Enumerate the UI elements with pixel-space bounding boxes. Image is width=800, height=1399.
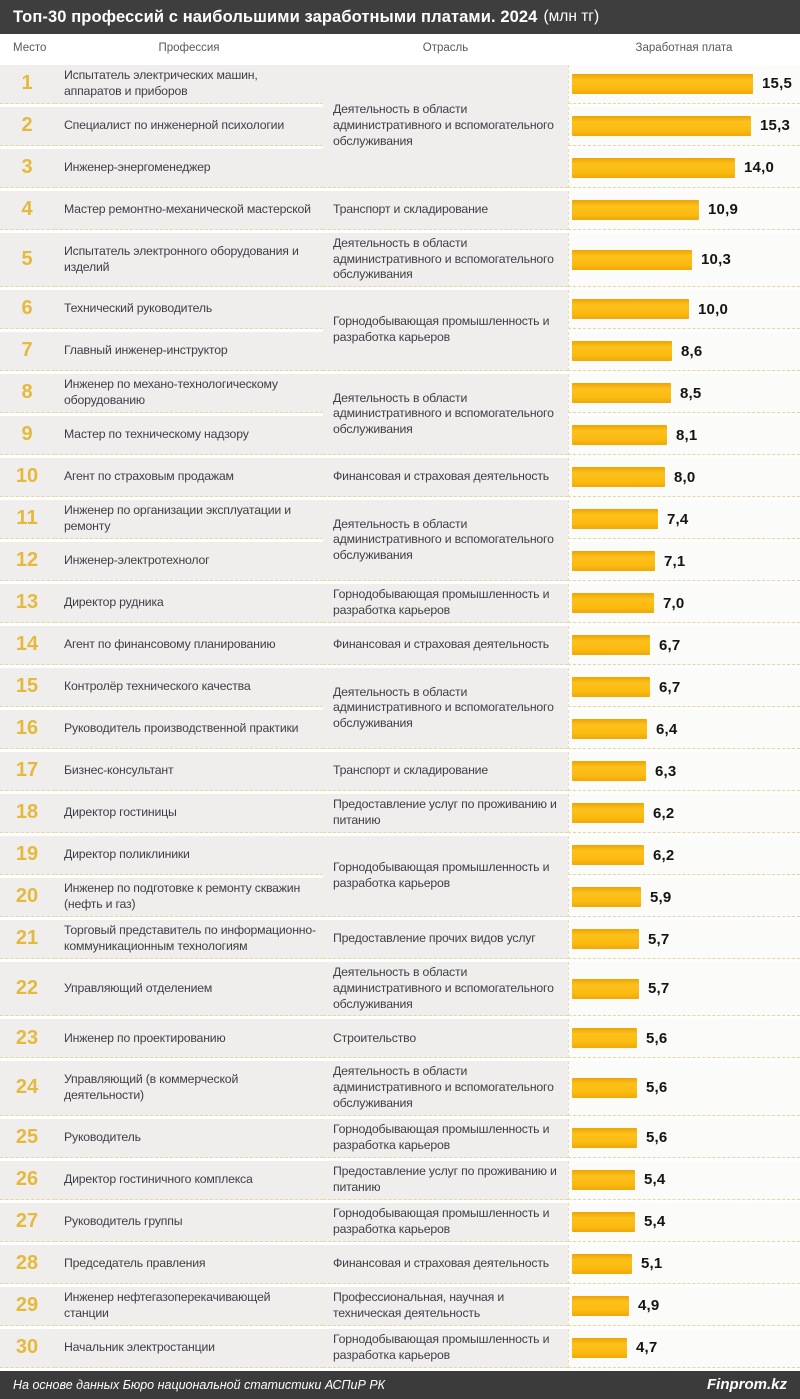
profession-cell: Директор гостиничного комплекса	[55, 1161, 323, 1200]
salary-value: 8,0	[674, 468, 696, 486]
profession-cell: Инженер-электротехнолог	[55, 542, 323, 581]
rank-cell: 5	[0, 233, 55, 287]
salary-cell	[568, 290, 800, 329]
industry-cell: Деятельность в области административного и вспомогательного обслуживания	[323, 65, 568, 188]
title-unit: (млн тг)	[543, 8, 600, 25]
salary-bar-wrap	[572, 1170, 800, 1190]
salary-value: 15,5	[762, 75, 792, 93]
salary-value: 7,1	[664, 552, 686, 570]
salary-cell	[568, 920, 800, 959]
industry-cell: Транспорт и складирование	[323, 191, 568, 230]
table-row	[0, 1019, 800, 1058]
rank-cell: 24	[0, 1061, 55, 1115]
table-row	[0, 626, 800, 665]
table-row	[0, 920, 800, 959]
salary-table-area	[0, 62, 800, 1371]
profession-cell: Главный инженер-инструктор	[55, 332, 323, 371]
rank-cell: 12	[0, 542, 55, 581]
salary-cell	[568, 191, 800, 230]
table-row	[0, 458, 800, 497]
profession-cell: Управляющий (в коммерческой деятельности)	[55, 1061, 323, 1115]
rank-cell: 26	[0, 1161, 55, 1200]
salary-cell	[568, 710, 800, 749]
salary-cell	[568, 836, 800, 875]
salary-bar	[572, 803, 644, 823]
salary-value: 5,9	[650, 888, 672, 906]
salary-cell	[568, 752, 800, 791]
salary-cell	[568, 107, 800, 146]
industry-cell: Финансовая и страховая деятельность	[323, 626, 568, 665]
salary-cell	[568, 65, 800, 104]
profession-cell: Контролёр технического качества	[55, 668, 323, 707]
salary-bar	[572, 1128, 637, 1148]
salary-cell	[568, 626, 800, 665]
profession-cell: Испытатель электронного оборудования и изделий	[55, 233, 323, 287]
rank-cell: 3	[0, 149, 55, 188]
salary-value: 10,9	[708, 201, 738, 219]
salary-bar-wrap	[572, 803, 800, 823]
footer-bar	[0, 1371, 800, 1399]
table-row	[0, 794, 800, 833]
salary-bar-wrap	[572, 1338, 800, 1358]
title-bar	[0, 0, 800, 34]
salary-value: 8,1	[676, 426, 698, 444]
salary-bar	[572, 979, 639, 999]
salary-cell	[568, 149, 800, 188]
profession-cell: Управляющий отделением	[55, 962, 323, 1016]
table-row	[0, 836, 800, 875]
table-row	[0, 1161, 800, 1200]
salary-bar	[572, 551, 655, 571]
table-row	[0, 1245, 800, 1284]
profession-cell: Инженер по подготовке к ремонту скважин (нефть и газ)	[55, 878, 323, 917]
profession-cell: Мастер по техническому надзору	[55, 416, 323, 455]
rank-cell: 22	[0, 962, 55, 1016]
salary-value: 4,7	[636, 1339, 658, 1357]
profession-cell: Мастер ремонтно-механической мастерской	[55, 191, 323, 230]
page-title: Топ-30 профессий с наибольшими заработными платами. 2024	[13, 7, 538, 26]
industry-cell: Деятельность в области административного и вспомогательного обслуживания	[323, 962, 568, 1016]
rank-cell: 17	[0, 752, 55, 791]
salary-cell	[568, 1161, 800, 1200]
profession-cell: Инженер по механо-технологическому оборудованию	[55, 374, 323, 413]
industry-cell: Горнодобывающая промышленность и разработка карьеров	[323, 1119, 568, 1158]
salary-value: 5,7	[648, 930, 670, 948]
rank-cell: 20	[0, 878, 55, 917]
salary-bar	[572, 509, 658, 529]
profession-cell: Инженер нефтегазоперекачивающей станции	[55, 1287, 323, 1326]
salary-bar	[572, 299, 689, 319]
salary-value: 6,2	[653, 804, 675, 822]
salary-bar	[572, 425, 667, 445]
salary-bar	[572, 887, 641, 907]
salary-bar-wrap	[572, 509, 800, 529]
industry-cell: Предоставление услуг по проживанию и питанию	[323, 1161, 568, 1200]
salary-bar-wrap	[572, 1128, 800, 1148]
industry-cell: Финансовая и страховая деятельность	[323, 458, 568, 497]
salary-bar	[572, 1170, 635, 1190]
column-header-rank: Место	[13, 42, 47, 54]
salary-bar	[572, 1212, 635, 1232]
table-row	[0, 962, 800, 1016]
profession-cell: Директор рудника	[55, 584, 323, 623]
table-row	[0, 1119, 800, 1158]
rank-cell: 15	[0, 668, 55, 707]
salary-bar	[572, 116, 751, 136]
profession-cell: Инженер-энергоменеджер	[55, 149, 323, 188]
table-row	[0, 1329, 800, 1368]
salary-bar-wrap	[572, 1212, 800, 1232]
salary-bar-wrap	[572, 425, 800, 445]
salary-bar	[572, 635, 650, 655]
industry-cell: Деятельность в области административного и вспомогательного обслуживания	[323, 233, 568, 287]
industry-cell: Деятельность в области административного и вспомогательного обслуживания	[323, 374, 568, 455]
industry-cell: Деятельность в области административного и вспомогательного обслуживания	[323, 1061, 568, 1115]
salary-cell	[568, 542, 800, 581]
salary-value: 5,6	[646, 1079, 668, 1097]
salary-cell	[568, 458, 800, 497]
industry-cell: Горнодобывающая промышленность и разработка карьеров	[323, 584, 568, 623]
salary-bar	[572, 1078, 637, 1098]
salary-cell	[568, 416, 800, 455]
salary-cell	[568, 878, 800, 917]
salary-value: 6,2	[653, 846, 675, 864]
salary-bar	[572, 845, 644, 865]
salary-bar	[572, 593, 654, 613]
salary-bar	[572, 1338, 627, 1358]
profession-cell: Руководитель	[55, 1119, 323, 1158]
profession-cell: Директор гостиницы	[55, 794, 323, 833]
rank-cell: 19	[0, 836, 55, 875]
salary-value: 6,7	[659, 678, 681, 696]
salary-bar	[572, 200, 699, 220]
salary-bar	[572, 929, 639, 949]
salary-bar	[572, 1296, 629, 1316]
table-row	[0, 290, 800, 329]
table-row	[0, 500, 800, 539]
brand-logo: Finprom.kz	[706, 1376, 787, 1394]
salary-value: 7,4	[667, 510, 689, 528]
salary-bar	[572, 761, 646, 781]
salary-bar-wrap	[572, 383, 800, 403]
rank-cell: 30	[0, 1329, 55, 1368]
salary-bar-wrap	[572, 551, 800, 571]
rank-cell: 1	[0, 65, 55, 104]
industry-cell: Предоставление услуг по проживанию и питанию	[323, 794, 568, 833]
rank-cell: 14	[0, 626, 55, 665]
profession-cell: Специалист по инженерной психологии	[55, 107, 323, 146]
profession-cell: Торговый представитель по информационно-коммуникационным технологиям	[55, 920, 323, 959]
salary-value: 6,7	[659, 636, 681, 654]
profession-cell: Руководитель производственной практики	[55, 710, 323, 749]
salary-bar-wrap	[572, 1028, 800, 1048]
salary-value: 4,9	[638, 1297, 660, 1315]
profession-cell: Агент по финансовому планированию	[55, 626, 323, 665]
salary-bar	[572, 467, 665, 487]
salary-cell	[568, 1119, 800, 1158]
salary-bar-wrap	[572, 250, 800, 270]
profession-cell: Председатель правления	[55, 1245, 323, 1284]
salary-cell	[568, 962, 800, 1016]
salary-bar-wrap	[572, 1078, 800, 1098]
salary-value: 7,0	[663, 594, 685, 612]
salary-bar	[572, 1028, 637, 1048]
salary-bar-wrap	[572, 341, 800, 361]
industry-cell: Строительство	[323, 1019, 568, 1058]
industry-cell: Горнодобывающая промышленность и разработка карьеров	[323, 290, 568, 371]
profession-cell: Бизнес-консультант	[55, 752, 323, 791]
rank-cell: 23	[0, 1019, 55, 1058]
salary-bar-wrap	[572, 719, 800, 739]
salary-value: 6,4	[656, 720, 678, 738]
rank-cell: 6	[0, 290, 55, 329]
rank-cell: 4	[0, 191, 55, 230]
rank-cell: 7	[0, 332, 55, 371]
rank-cell: 2	[0, 107, 55, 146]
rank-cell: 11	[0, 500, 55, 539]
industry-cell: Предоставление прочих видов услуг	[323, 920, 568, 959]
industry-cell: Транспорт и складирование	[323, 752, 568, 791]
salary-cell	[568, 1203, 800, 1242]
salary-value: 5,6	[646, 1029, 668, 1047]
salary-value: 5,4	[644, 1213, 666, 1231]
salary-cell	[568, 332, 800, 371]
salary-value: 14,0	[744, 159, 774, 177]
salary-bar-wrap	[572, 979, 800, 999]
salary-bar	[572, 719, 647, 739]
salary-value: 5,6	[646, 1129, 668, 1147]
salary-value: 15,3	[760, 117, 790, 135]
salary-bar-wrap	[572, 845, 800, 865]
column-header-industry: Отрасль	[422, 42, 469, 54]
industry-cell: Деятельность в области административного и вспомогательного обслуживания	[323, 500, 568, 581]
source-note: На основе данных Бюро национальной статистики АСПиР РК	[13, 1377, 386, 1392]
profession-cell: Испытатель электрических машин, аппаратов и приборов	[55, 65, 323, 104]
table-row	[0, 191, 800, 230]
salary-value: 10,3	[701, 251, 731, 268]
salary-bar-wrap	[572, 761, 800, 781]
salary-value: 5,4	[644, 1171, 666, 1189]
salary-value: 8,5	[680, 384, 702, 402]
salary-bar-wrap	[572, 635, 800, 655]
salary-bar-wrap	[572, 1254, 800, 1274]
salary-bar	[572, 250, 692, 270]
rank-cell: 8	[0, 374, 55, 413]
profession-cell: Руководитель группы	[55, 1203, 323, 1242]
salary-bar-wrap	[572, 887, 800, 907]
salary-bar-wrap	[572, 1296, 800, 1316]
table-row	[0, 65, 800, 104]
salary-bar	[572, 1254, 632, 1274]
rank-cell: 27	[0, 1203, 55, 1242]
profession-cell: Агент по страховым продажам	[55, 458, 323, 497]
profession-cell: Инженер по организации эксплуатации и ремонту	[55, 500, 323, 539]
salary-bar	[572, 383, 671, 403]
column-headers	[0, 34, 800, 62]
salary-bar	[572, 677, 650, 697]
table-row	[0, 1287, 800, 1326]
industry-cell: Финансовая и страховая деятельность	[323, 1245, 568, 1284]
profession-cell: Директор поликлиники	[55, 836, 323, 875]
industry-cell: Профессиональная, научная и техническая деятельность	[323, 1287, 568, 1326]
rank-cell: 28	[0, 1245, 55, 1284]
table-row	[0, 1203, 800, 1242]
salary-value: 5,1	[641, 1255, 663, 1273]
salary-cell	[568, 233, 800, 287]
rank-cell: 18	[0, 794, 55, 833]
salary-cell	[568, 1061, 800, 1115]
salary-bar-wrap	[572, 116, 800, 136]
rank-cell: 10	[0, 458, 55, 497]
salary-value: 6,3	[655, 762, 677, 780]
salary-bar-wrap	[572, 929, 800, 949]
profession-cell: Начальник электростанции	[55, 1329, 323, 1368]
rank-cell: 29	[0, 1287, 55, 1326]
column-header-salary: Заработная плата	[635, 42, 733, 54]
table-row	[0, 1061, 800, 1115]
salary-bar	[572, 158, 735, 178]
industry-cell: Деятельность в области административного и вспомогательного обслуживания	[323, 668, 568, 749]
salary-cell	[568, 584, 800, 623]
column-header-profession: Профессия	[158, 42, 220, 54]
salary-value: 8,6	[681, 342, 703, 360]
salary-bar-wrap	[572, 74, 800, 94]
salary-value: 10,0	[698, 300, 728, 318]
industry-cell: Горнодобывающая промышленность и разработка карьеров	[323, 1329, 568, 1368]
rank-cell: 13	[0, 584, 55, 623]
salary-bar	[572, 341, 672, 361]
salary-cell	[568, 1287, 800, 1326]
rank-cell: 21	[0, 920, 55, 959]
salary-cell	[568, 794, 800, 833]
salary-cell	[568, 374, 800, 413]
profession-cell: Технический руководитель	[55, 290, 323, 329]
industry-cell: Горнодобывающая промышленность и разработка карьеров	[323, 1203, 568, 1242]
salary-table	[0, 62, 800, 1371]
salary-bar-wrap	[572, 299, 800, 319]
table-row	[0, 752, 800, 791]
table-row	[0, 374, 800, 413]
salary-cell	[568, 1329, 800, 1368]
salary-bar-wrap	[572, 200, 800, 220]
industry-cell: Горнодобывающая промышленность и разработка карьеров	[323, 836, 568, 917]
salary-bar-wrap	[572, 593, 800, 613]
salary-cell	[568, 1019, 800, 1058]
salary-value: 5,7	[648, 980, 670, 998]
salary-bar-wrap	[572, 677, 800, 697]
rank-cell: 25	[0, 1119, 55, 1158]
profession-cell: Инженер по проектированию	[55, 1019, 323, 1058]
salary-cell	[568, 668, 800, 707]
table-row	[0, 233, 800, 287]
rank-cell: 9	[0, 416, 55, 455]
salary-bar-wrap	[572, 467, 800, 487]
salary-cell	[568, 500, 800, 539]
table-row	[0, 584, 800, 623]
table-row	[0, 668, 800, 707]
table-body	[0, 65, 800, 1368]
salary-bar	[572, 74, 753, 94]
rank-cell: 16	[0, 710, 55, 749]
salary-bar-wrap	[572, 158, 800, 178]
salary-cell	[568, 1245, 800, 1284]
